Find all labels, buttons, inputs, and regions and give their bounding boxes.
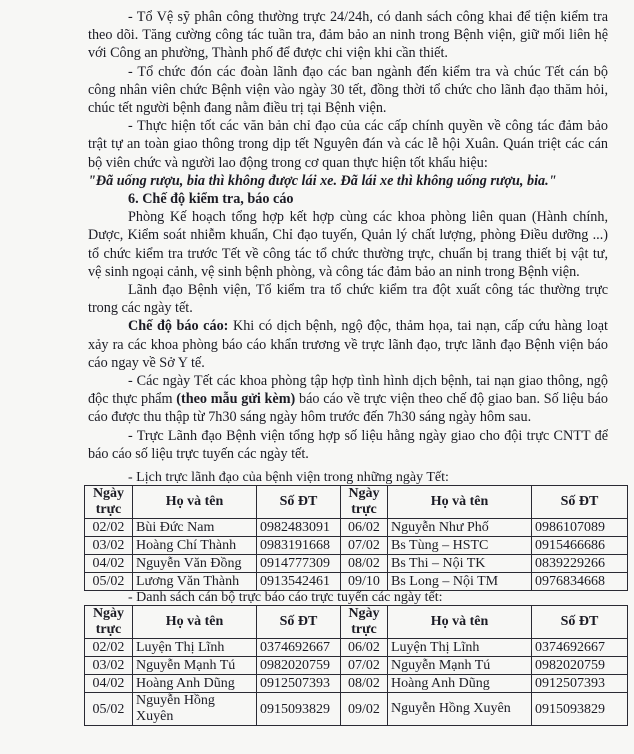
paragraph-surprise-check: Lãnh đạo Bệnh viện, Tổ kiểm tra tổ chức kiểm tra đột xuất công tác thường trực trong các ngày tết. bbox=[88, 282, 608, 317]
table-row bbox=[85, 555, 628, 573]
column-header: Số ĐT bbox=[532, 606, 628, 639]
table-cell: 0374692667 bbox=[532, 639, 628, 657]
report-p2-after: báo cáo về trực viện theo chế độ giao ban. Số liệu báo cáo được thu thập từ 7h30 sáng ngày hôm trước đến 7h30 sáng ngày hôm sau. bbox=[88, 391, 608, 426]
table2-header bbox=[85, 606, 628, 639]
table-cell: 03/02 bbox=[85, 537, 133, 555]
paragraph-it-report: - Trực Lãnh đạo Bệnh viện tổng hợp số liệu hằng ngày giao cho đội trực CNTT để báo cáo số liệu trực tuyến các ngày tết. bbox=[88, 427, 608, 462]
column-header: Số ĐT bbox=[257, 606, 341, 639]
table-cell: Luyện Thị Lĩnh bbox=[388, 639, 532, 657]
table-cell: 02/02 bbox=[85, 639, 133, 657]
table-cell: Lương Văn Thành bbox=[133, 573, 257, 591]
column-header: Ngày trực bbox=[341, 606, 388, 639]
table-cell: 07/02 bbox=[341, 537, 388, 555]
table-cell: 04/02 bbox=[85, 555, 133, 573]
table-cell: 08/02 bbox=[341, 675, 388, 693]
table-cell: 09/10 bbox=[341, 573, 388, 591]
table-cell: 0915093829 bbox=[532, 693, 628, 726]
column-header: Ngày trực bbox=[85, 486, 133, 519]
paragraph-inspection: Phòng Kế hoạch tổng hợp kết hợp cùng các khoa phòng liên quan (Hành chính, Dược, Kiểm soát nhiễm khuẩn, Chỉ đạo tuyến, Quản lý chất lượng, phòng Điều dưỡng ...) tổ chức kiểm tra trước Tết về công tác tổ chức thường trực, chuẩn bị trang thiết bị vật tư, vệ sinh ngoại cảnh, vệ sinh bệnh phòng, và công tác đảm bảo an ninh trong Bệnh viện. bbox=[88, 209, 608, 280]
table-cell: 05/02 bbox=[85, 573, 133, 591]
table2-caption: - Danh sách cán bộ trực báo cáo trực tuyến các ngày tết: bbox=[128, 590, 443, 605]
table-cell: 0915466686 bbox=[532, 537, 628, 555]
table-cell: 0839229266 bbox=[532, 555, 628, 573]
body-text-top bbox=[88, 8, 608, 463]
table-cell: 07/02 bbox=[341, 657, 388, 675]
column-header: Họ và tên bbox=[388, 486, 532, 519]
table-cell: 0982483091 bbox=[257, 519, 341, 537]
table-cell: Bs Long – Nội TM bbox=[388, 573, 532, 591]
column-header: Họ và tên bbox=[133, 486, 257, 519]
report-p2-before: - Các ngày Tết các khoa phòng tập hợp tình hình dịch bệnh, tai nạn giao thông, ngộ độc thực phẩm bbox=[88, 373, 608, 408]
table-row bbox=[85, 675, 628, 693]
table-cell: 04/02 bbox=[85, 675, 133, 693]
leadership-duty-table bbox=[84, 485, 628, 591]
table-row bbox=[85, 573, 628, 591]
table-cell: 06/02 bbox=[341, 519, 388, 537]
column-header: Số ĐT bbox=[532, 486, 628, 519]
table-cell: Hoàng Anh Dũng bbox=[388, 675, 532, 693]
table-cell: 0374692667 bbox=[257, 639, 341, 657]
table-cell: 0982020759 bbox=[532, 657, 628, 675]
section-heading: 6. Chế độ kiểm tra, báo cáo bbox=[128, 191, 294, 208]
table-cell: 0914777309 bbox=[257, 555, 341, 573]
table-cell: Nguyễn Mạnh Tú bbox=[388, 657, 532, 675]
table-row bbox=[85, 639, 628, 657]
table-cell: 05/02 bbox=[85, 693, 133, 726]
table-cell: 0912507393 bbox=[532, 675, 628, 693]
table-cell: Bs Thi – Nội TK bbox=[388, 555, 532, 573]
table-cell: Nguyễn Hồng Xuyên bbox=[388, 693, 532, 726]
table-cell: 0976834668 bbox=[532, 573, 628, 591]
table-cell: 0982020759 bbox=[257, 657, 341, 675]
paragraph-report-mode bbox=[88, 317, 608, 372]
table-cell: 08/02 bbox=[341, 555, 388, 573]
table2-body bbox=[85, 639, 628, 726]
paragraph-traffic: - Thực hiện tốt các văn bản chỉ đạo của các cấp chính quyền về công tác đảm bảo trật tự an toàn giao thông trong dịp tết Nguyên đán và các lễ hội Xuân. Quán triệt các cán bộ viên chức và người lao động trong cơ quan thực hiện tốt khẩu hiệu: bbox=[88, 118, 608, 171]
report-label: Chế độ báo cáo: bbox=[128, 318, 229, 335]
table-cell: Bùi Đức Nam bbox=[133, 519, 257, 537]
table-row bbox=[85, 519, 628, 537]
paragraph-visits: - Tổ chức đón các đoàn lãnh đạo các ban ngành đến kiểm tra và chúc Tết cán bộ công nhân viên chức Bệnh viện vào ngày 30 tết, đồng thời tổ chức cho lãnh đạo thăm hỏi, chúc tết người bệnh đang nằm điều trị tại Bệnh viện. bbox=[88, 63, 608, 117]
table-cell: 0986107089 bbox=[532, 519, 628, 537]
table-cell: 02/02 bbox=[85, 519, 133, 537]
table-row bbox=[85, 537, 628, 555]
table-row bbox=[85, 693, 628, 726]
table-cell: 0912507393 bbox=[257, 675, 341, 693]
table-cell: Hoàng Anh Dũng bbox=[133, 675, 257, 693]
column-header: Số ĐT bbox=[257, 486, 341, 519]
paragraph-security: - Tổ Vệ sỹ phân công thường trực 24/24h, có danh sách công khai để tiện kiểm tra theo dõi. Tăng cường công tác tuần tra, đảm bảo an ninh trong Bệnh viện, giữ mối liên hệ với Công an phường, Thành phố để được chi viện khi cần thiết. bbox=[88, 9, 608, 62]
slogan: "Đã uống rượu, bia thì không được lái xe. Đã lái xe thì không uống rượu, bia." bbox=[88, 172, 557, 189]
column-header: Họ và tên bbox=[388, 606, 532, 639]
table-cell: 06/02 bbox=[341, 639, 388, 657]
column-header: Ngày trực bbox=[85, 606, 133, 639]
table-cell: Nguyễn Như Phố bbox=[388, 519, 532, 537]
table-cell: 09/02 bbox=[341, 693, 388, 726]
report-template-note: (theo mẫu gửi kèm) bbox=[176, 391, 296, 408]
table-cell: 0913542461 bbox=[257, 573, 341, 591]
table-cell: Nguyễn Hồng Xuyên bbox=[133, 693, 257, 726]
header-row bbox=[85, 486, 628, 519]
table-cell: Bs Tùng – HSTC bbox=[388, 537, 532, 555]
report-text: Khi có dịch bệnh, ngộ độc, thảm họa, tai nạn, cấp cứu hàng loạt xảy ra các khoa phòng báo cáo khẩn trương về trực lãnh đạo, trực lãnh đạo Bệnh viện báo cáo ngay về Sở Y tế. bbox=[88, 318, 608, 371]
table-cell: Luyện Thị Lĩnh bbox=[133, 639, 257, 657]
paragraph-daily-report bbox=[88, 372, 608, 427]
table-cell: 0983191668 bbox=[257, 537, 341, 555]
table-row bbox=[85, 657, 628, 675]
table-cell: Nguyễn Mạnh Tú bbox=[133, 657, 257, 675]
table1-body bbox=[85, 519, 628, 591]
table-cell: Hoàng Chí Thành bbox=[133, 537, 257, 555]
table1-caption: - Lịch trực lãnh đạo của bệnh viện trong những ngày Tết: bbox=[128, 470, 449, 485]
table-cell: 03/02 bbox=[85, 657, 133, 675]
table-cell: 0915093829 bbox=[257, 693, 341, 726]
column-header: Họ và tên bbox=[133, 606, 257, 639]
table-cell: Nguyễn Văn Đồng bbox=[133, 555, 257, 573]
online-report-duty-table bbox=[84, 605, 628, 726]
table1-header bbox=[85, 486, 628, 519]
header-row bbox=[85, 606, 628, 639]
column-header: Ngày trực bbox=[341, 486, 388, 519]
